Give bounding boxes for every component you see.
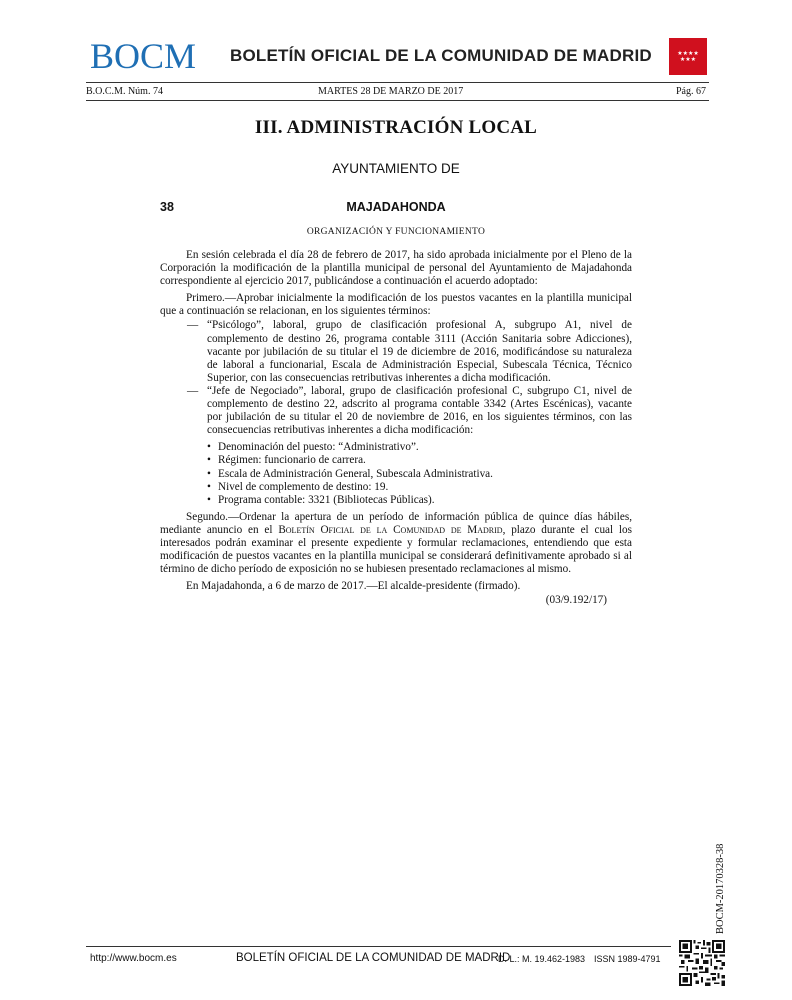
list-item-text: Nivel de complemento de destino: 19. xyxy=(218,480,389,493)
dash-item-text: “Jefe de Negociado”, laboral, grupo de clasificación profesional C, subgrupo C1, nivel de complemento de destino 22, adscrito al programa contable 3342 (Artes Escénicas), vacante por jubilación de su titular el 20 de noviembre de 2016, en los siguientes términos, con las consecuencias retributivas inherentes a dicha modificación: xyxy=(207,384,632,437)
bulletin-name: Boletín Oficial de la Comunidad de Madrid xyxy=(278,523,503,536)
dash-item-text: “Psicólogo”, laboral, grupo de clasificación profesional A, subgrupo A1, nivel de complemento de destino 26, programa contable 3111 (Acción Sanitaria sobre Adicciones), vacante por jubilación de su titular el 19 de diciembre de 2016, modificándose su naturaleza de laboral a funcionarial, Escala de Administración Especial, Subescala Técnica, Técnico Superior, con las consecuencias retributivas inherentes a dicha modificación. xyxy=(207,319,632,384)
dash-item-jefe xyxy=(160,385,632,437)
intro-paragraph: En sesión celebrada el día 28 de febrero de 2017, ha sido aprobada inicialmente por el Pleno de la Corporación la modificación de la plantilla municipal de personal del Ayuntamiento de Majadahonda correspondiente al ejercicio 2017, publicándose a continuación el acuerdo adoptado: xyxy=(160,249,632,288)
bullet-mark: • xyxy=(207,480,211,493)
list-item-text: Programa contable: 3321 (Bibliotecas Públicas). xyxy=(218,493,435,506)
issue-number: B.O.C.M. Núm. 74 xyxy=(86,86,163,97)
side-code xyxy=(714,826,726,934)
footer-url[interactable]: http://www.bocm.es xyxy=(90,953,177,964)
bullet-mark: • xyxy=(207,441,211,454)
list-item-text: Régimen: funcionario de carrera. xyxy=(218,454,366,467)
footer-issn: ISSN 1989-4791 xyxy=(594,954,661,964)
topic-heading: ORGANIZACIÓN Y FUNCIONAMIENTO xyxy=(306,227,486,237)
masthead-title: BOLETÍN OFICIAL DE LA COMUNIDAD DE MADRID xyxy=(230,46,652,65)
bullet-mark: • xyxy=(207,467,211,480)
closing-line: En Majadahonda, a 6 de marzo de 2017.—El alcalde-presidente (firmado). xyxy=(186,580,521,593)
announcement-body xyxy=(160,249,632,607)
footer-legal-deposit: D. L.: M. 19.462-1983 xyxy=(498,954,586,964)
bullet-list xyxy=(160,441,632,506)
segundo-paragraph xyxy=(160,511,632,576)
section-heading: III. ADMINISTRACIÓN LOCAL xyxy=(254,117,538,138)
dash-mark: — xyxy=(187,384,199,397)
footer-rule xyxy=(86,946,671,947)
header-rule-top xyxy=(86,82,709,83)
qr-code-icon xyxy=(679,940,725,986)
bullet-mark: • xyxy=(207,454,211,467)
list-item-text: Escala de Administración General, Subescala Administrativa. xyxy=(218,467,493,480)
side-code-text: BOCM-20170328-38 xyxy=(715,843,726,934)
primero-paragraph: Primero.—Aprobar inicialmente la modificación de los puestos vacantes en la plantilla municipal que a continuación se relacionan, en los siguientes términos: xyxy=(160,292,632,318)
segundo-text-b: , plazo durante el cual los interesados podrán examinar el presente expediente y formular reclamaciones, entendiendo que esta modificación de puestos vacantes en la plantilla municipal se considerará definitivamente aprobado si al término de dicho período de exposición no se hubiesen presentado reclamaciones al mismo. xyxy=(160,523,632,576)
dash-mark: — xyxy=(187,319,199,332)
flag-stars: ★★★★ ★★★ xyxy=(677,50,699,63)
list-item-text: Denominación del puesto: “Administrativo”. xyxy=(218,441,419,454)
issue-date: MARTES 28 DE MARZO DE 2017 xyxy=(318,86,464,97)
town-heading: MAJADAHONDA xyxy=(346,200,446,214)
page-number: Pág. 67 xyxy=(676,86,706,97)
dash-item-psicologo xyxy=(160,319,632,384)
list-item xyxy=(160,494,632,507)
entity-heading: AYUNTAMIENTO DE xyxy=(332,161,460,176)
list-item xyxy=(160,468,632,481)
reference-code: (03/9.192/17) xyxy=(545,594,607,607)
list-item xyxy=(160,441,632,454)
entry-number: 38 xyxy=(160,200,174,214)
list-item xyxy=(160,481,632,494)
segundo-text-a: Segundo.—Ordenar la apertura de un período de información pública de quince días hábiles, mediante anuncio en el xyxy=(160,510,632,536)
header-rule-bottom xyxy=(86,100,709,101)
footer-title: BOLETÍN OFICIAL DE LA COMUNIDAD DE MADRID xyxy=(236,952,511,964)
bullet-mark: • xyxy=(207,493,211,506)
list-item xyxy=(160,454,632,467)
bocm-logo: BOCM xyxy=(90,36,197,76)
madrid-flag-icon xyxy=(669,38,707,75)
